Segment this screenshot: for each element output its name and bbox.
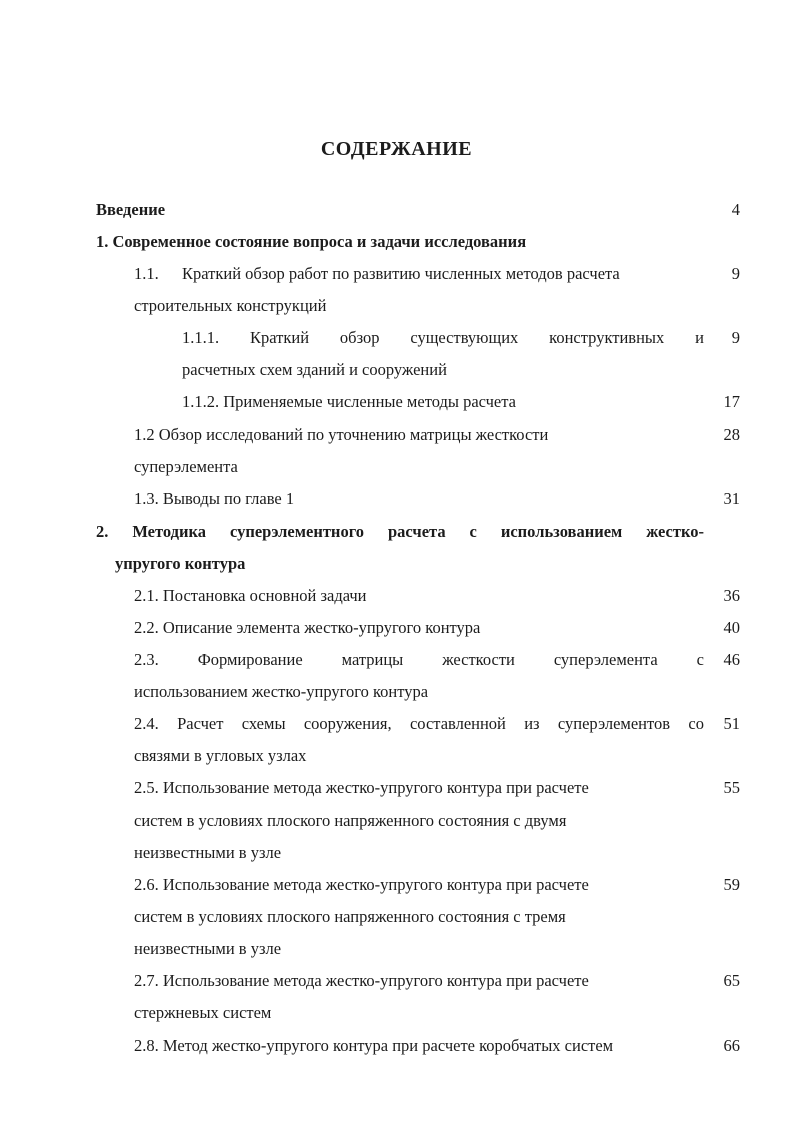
toc-page-2-7: 65: [723, 971, 740, 990]
toc-entry-2-7-line1: 2.7. Использование метода жестко-упругого контура при расчете: [134, 971, 589, 990]
toc-entry-2-6-line2: систем в условиях плоского напряженного состояния с тремя: [134, 907, 566, 926]
toc-page-1-1-1: 9: [731, 328, 740, 347]
toc-chapter-2-heading-line1: [96, 522, 704, 542]
toc-entry-2-8: 2.8. Метод жестко-упругого контура при расчете коробчатых систем: [134, 1036, 614, 1055]
toc-word: суперэлементов: [557, 714, 671, 733]
toc-entry-1-3: 1.3. Выводы по главе 1: [134, 489, 295, 508]
toc-word: суперэлементного: [229, 522, 365, 541]
toc-word: 1.1.1.: [182, 328, 220, 347]
toc-entry-2-3-line2: использованием жестко-упругого контура: [134, 682, 429, 701]
toc-entry-1-1-line2: строительных конструкций: [134, 296, 327, 315]
toc-word: и: [695, 328, 704, 347]
toc-page-1-1-2: 17: [723, 392, 740, 411]
toc-page-2-4: 51: [723, 714, 740, 733]
toc-entry-2-1: 2.1. Постановка основной задачи: [134, 586, 367, 605]
toc-word: 2.3.: [134, 650, 159, 669]
toc-word: расчета: [387, 522, 446, 541]
toc-word: Формирование: [197, 650, 303, 669]
toc-word: из: [524, 714, 540, 733]
toc-entry-1-1-number: 1.1.: [134, 264, 159, 283]
toc-entry-2-3-line1: [134, 650, 704, 670]
toc-word: жестко-: [646, 522, 704, 541]
toc-page-2-5: 55: [723, 778, 740, 797]
toc-chapter-2-heading-line2: упругого контура: [115, 554, 246, 573]
toc-word: Методика: [132, 522, 207, 541]
toc-entry-2-5-line1: 2.5. Использование метода жестко-упругого контура при расчете: [134, 778, 589, 797]
toc-entry-2-5-line3: неизвестными в узле: [134, 843, 282, 862]
toc-entry-2-4-line1: [134, 714, 704, 734]
toc-word: составленной: [409, 714, 506, 733]
toc-entry-1-2-line2: суперэлемента: [134, 457, 238, 476]
toc-page-2-3: 46: [723, 650, 740, 669]
toc-page-1-1: 9: [731, 264, 740, 283]
toc-entry-1-1-2: 1.1.2. Применяемые численные методы расчета: [182, 392, 516, 411]
toc-word: жесткости: [442, 650, 515, 669]
toc-page-2-1: 36: [723, 586, 740, 605]
toc-word: конструктивных: [549, 328, 665, 347]
toc-page-intro: 4: [731, 200, 740, 219]
toc-word: сооружения,: [303, 714, 392, 733]
toc-entry-1-2-line1: 1.2 Обзор исследований по уточнению матрицы жесткости: [134, 425, 549, 444]
toc-entry-2-5-line2: систем в условиях плоского напряженного состояния с двумя: [134, 811, 567, 830]
toc-word: Расчет: [177, 714, 224, 733]
toc-word: использованием: [500, 522, 623, 541]
toc-word: схемы: [241, 714, 286, 733]
toc-word: обзор: [339, 328, 380, 347]
toc-word: 2.: [96, 522, 109, 541]
toc-page-1-2: 28: [723, 425, 740, 444]
toc-page-1-3: 31: [723, 489, 740, 508]
toc-entry-2-6-line3: неизвестными в узле: [134, 939, 282, 958]
toc-word: существующих: [410, 328, 519, 347]
toc-entry-intro: Введение: [96, 200, 166, 219]
toc-page-2-2: 40: [723, 618, 740, 637]
toc-entry-2-7-line2: стержневых систем: [134, 1003, 272, 1022]
toc-word: 2.4.: [134, 714, 159, 733]
toc-page-2-8: 66: [723, 1036, 740, 1055]
toc-word: с: [696, 650, 704, 669]
toc-entry-2-6-line1: 2.6. Использование метода жестко-упругого контура при расчете: [134, 875, 589, 894]
page-title: СОДЕРЖАНИЕ: [320, 138, 473, 160]
toc-entry-1-1-1-line2: расчетных схем зданий и сооружений: [182, 360, 447, 379]
toc-word: со: [688, 714, 704, 733]
toc-entry-1-1-line1: Краткий обзор работ по развитию численных методов расчета: [182, 264, 620, 283]
toc-entry-2-4-line2: связями в угловых узлах: [134, 746, 307, 765]
toc-word: Краткий: [250, 328, 310, 347]
toc-chapter-1-heading: 1. Современное состояние вопроса и задачи исследования: [96, 232, 527, 251]
toc-word: матрицы: [341, 650, 404, 669]
toc-page-2-6: 59: [723, 875, 740, 894]
toc-entry-1-1-1-line1: [182, 328, 704, 348]
toc-entry-2-2: 2.2. Описание элемента жестко-упругого контура: [134, 618, 481, 637]
toc-word: с: [469, 522, 477, 541]
toc-word: суперэлемента: [553, 650, 658, 669]
